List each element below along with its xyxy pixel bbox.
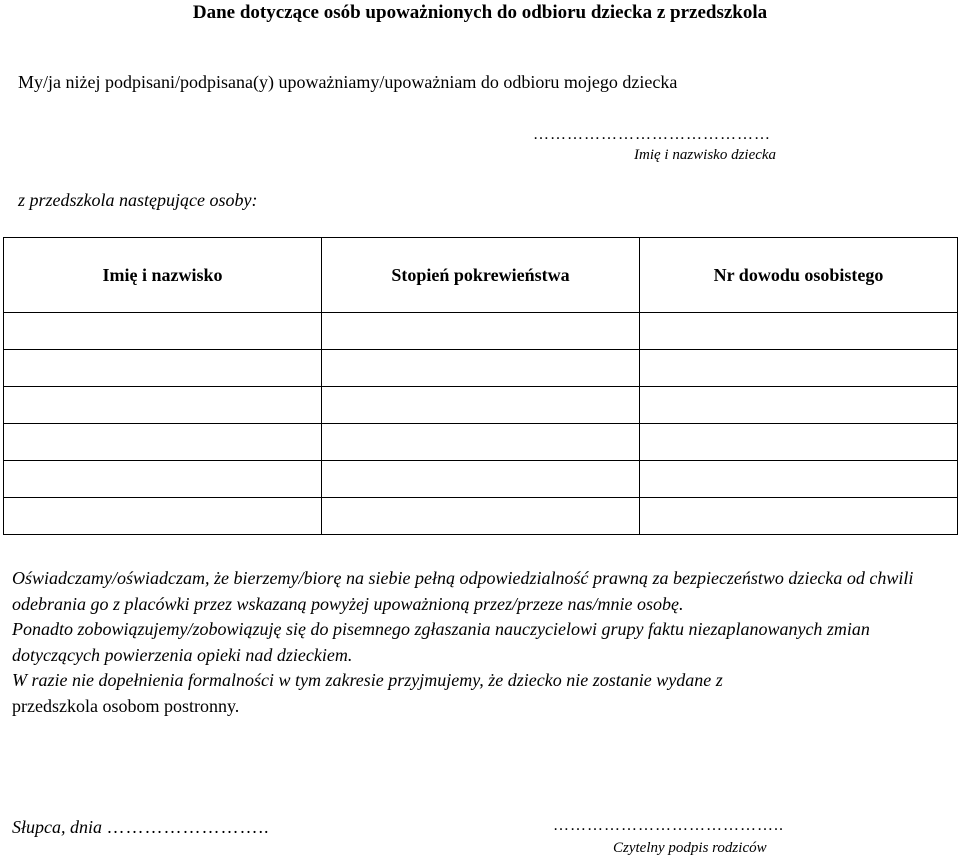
table-cell: [322, 498, 640, 535]
place-date-line: [12, 817, 270, 838]
table-row: [4, 461, 958, 498]
table-cell: [640, 350, 958, 387]
table-cell: [640, 387, 958, 424]
header-id-number: Nr dowodu osobistego: [640, 238, 958, 313]
table-cell: [4, 498, 322, 535]
place-label: Słupca, dnia: [12, 817, 102, 837]
table-cell: [322, 350, 640, 387]
persons-label: z przedszkola następujące osoby:: [18, 190, 258, 210]
child-name-caption: Imię i nazwisko dziecka: [634, 147, 777, 163]
authorization-intro: [18, 72, 677, 93]
statement-paragraph: W razie nie dopełnienia formalności w tym zakresie przyjmujemy, że dziecko nie zostanie wydane z: [12, 670, 723, 690]
table-cell: [322, 313, 640, 350]
table-cell: [4, 350, 322, 387]
responsibility-statement: [12, 566, 957, 719]
table-cell: [640, 461, 958, 498]
date-field: ……………………..: [106, 817, 270, 837]
table-cell: [322, 424, 640, 461]
statement-paragraph: przedszkola osobom postronny.: [12, 695, 240, 716]
table-row: [4, 424, 958, 461]
statement-paragraph: Ponadto zobowiązujemy/zobowiązuję się do pisemnego zgłaszania nauczycielowi grupy faktu niezaplanowanych zmian dotyczących powierzenia opieki nad dzieckiem.: [12, 619, 870, 665]
statement-paragraph: Oświadczamy/oświadczam, że bierzemy/biorę na siebie pełną odpowiedzialność prawną za bezpieczeństwo dziecka od chwili odebrania go z placówki przez wskazaną powyżej upoważnioną przez/przeze nas/mnie osobę.: [12, 568, 914, 614]
table-row: [4, 313, 958, 350]
intro-text: My/ja niżej podpisani/podpisana(y) upoważniamy/upoważniam do odbioru mojego dziecka: [18, 72, 678, 92]
table-cell: [4, 313, 322, 350]
header-relationship: Stopień pokrewieństwa: [322, 238, 640, 313]
table-header-row: [4, 238, 958, 313]
signature-caption: Czytelny podpis rodziców: [613, 840, 767, 856]
header-name: Imię i nazwisko: [4, 238, 322, 313]
signature-field: …………………………………..: [553, 817, 784, 834]
table-cell: [4, 424, 322, 461]
authorized-persons-table: [3, 237, 958, 535]
table-cell: [4, 461, 322, 498]
table-cell: [4, 387, 322, 424]
document-title: Dane dotyczące osób upoważnionych do odbioru dziecka z przedszkola: [192, 2, 768, 23]
table-cell: [322, 387, 640, 424]
table-row: [4, 498, 958, 535]
table-cell: [640, 498, 958, 535]
table-row: [4, 350, 958, 387]
table-cell: [640, 424, 958, 461]
child-name-field: ……………………………………: [533, 126, 771, 143]
table-row: [4, 387, 958, 424]
table-cell: [640, 313, 958, 350]
table-cell: [322, 461, 640, 498]
